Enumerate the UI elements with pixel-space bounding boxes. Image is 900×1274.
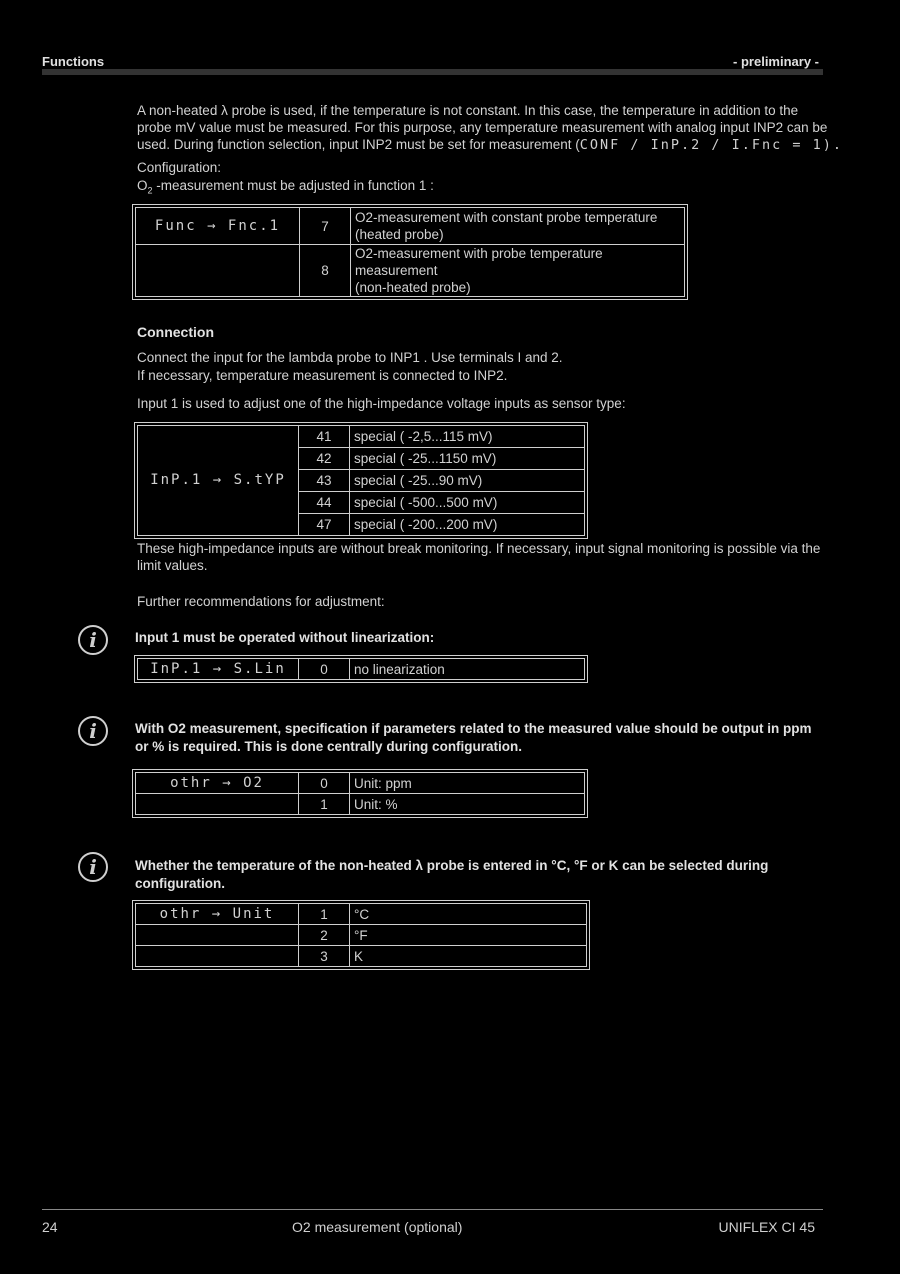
- note-temperature-line-2: configuration.: [135, 876, 225, 891]
- function-desc-8: O2-measurement with probe temperature measurement (non-heated probe): [351, 245, 685, 297]
- note-linearization: Input 1 must be operated without linearization:: [135, 630, 435, 645]
- sensor-type-desc: special ( -500...500 mV): [350, 492, 585, 514]
- function-table: [135, 207, 685, 297]
- linearization-code: InP.1 → S.Lin: [138, 659, 299, 680]
- o2-unit-num: 0: [299, 773, 350, 794]
- o2-prefix: O: [137, 178, 148, 193]
- temperature-unit-num: 3: [299, 946, 350, 967]
- intro-line-2: probe mV value must be measured. For this purpose, any temperature measurement with analog input INP2 can be: [137, 120, 828, 135]
- monitoring-line-2: limit values.: [137, 558, 208, 573]
- o2-subscript: 2: [147, 185, 153, 196]
- temperature-unit-desc: °F: [350, 925, 587, 946]
- function-num-8: 8: [300, 245, 351, 297]
- o2-unit-code: othr → O2: [136, 773, 299, 794]
- temperature-unit-num: 2: [299, 925, 350, 946]
- monitoring-line-1: These high-impedance inputs are without break monitoring. If necessary, input signal monitoring is possible via the: [137, 541, 821, 556]
- function-code: Func → Fnc.1: [136, 208, 300, 245]
- temperature-unit-code-empty: [136, 946, 299, 967]
- sensor-type-num: 43: [299, 470, 350, 492]
- note-temperature-line-1: Whether the temperature of the non-heated λ probe is entered in °C, °F or K can be selected during: [135, 858, 769, 873]
- intro-line-3-text: used. During function selection, input INP2 must be set for measurement (: [137, 137, 580, 152]
- sensor-type-num: 44: [299, 492, 350, 514]
- intro-o2-line: [137, 177, 434, 200]
- note-o2-line-1: With O2 measurement, specification if parameters related to the measured value should be output in ppm: [135, 721, 812, 736]
- sensor-type-num: 41: [299, 426, 350, 448]
- o2-unit-table: [135, 772, 585, 815]
- info-icon: i: [78, 852, 108, 882]
- sensor-type-num: 42: [299, 448, 350, 470]
- linearization-desc: no linearization: [350, 659, 585, 680]
- temperature-unit-num: 1: [299, 904, 350, 925]
- connection-line-3: Input 1 is used to adjust one of the high-impedance voltage inputs as sensor type:: [137, 396, 626, 411]
- footer-title: O2 measurement (optional): [292, 1219, 463, 1235]
- footer-product: UNIFLEX CI 45: [718, 1219, 815, 1235]
- intro-config-code: CONF / InP.2 / I.Fnc = 1).: [579, 137, 844, 153]
- function-num-7: 7: [300, 208, 351, 245]
- linearization-table: [137, 658, 585, 680]
- temperature-unit-table: [135, 903, 587, 967]
- o2-rest: -measurement must be adjusted in function 1 :: [152, 178, 434, 193]
- footer-divider: [42, 1209, 823, 1210]
- temperature-unit-code-empty: [136, 925, 299, 946]
- sensor-type-code: InP.1 → S.tYP: [138, 426, 299, 536]
- info-icon: i: [78, 625, 108, 655]
- function-desc-7: O2-measurement with constant probe temperature (heated probe): [351, 208, 685, 245]
- intro-line-1: A non-heated λ probe is used, if the temperature is not constant. In this case, the temperature in addition to the: [137, 103, 799, 118]
- connection-line-1: Connect the input for the lambda probe to INP1 . Use terminals I and 2.: [137, 350, 563, 365]
- o2-unit-desc: Unit: %: [350, 794, 585, 815]
- sensor-type-table: [137, 425, 585, 536]
- sensor-type-desc: special ( -2,5...115 mV): [350, 426, 585, 448]
- connection-heading: Connection: [137, 324, 214, 340]
- sensor-type-desc: special ( -25...1150 mV): [350, 448, 585, 470]
- sensor-type-num: 47: [299, 514, 350, 536]
- sensor-type-desc: special ( -200...200 mV): [350, 514, 585, 536]
- note-o2-line-2: or % is required. This is done centrally during configuration.: [135, 739, 523, 754]
- connection-line-2: If necessary, temperature measurement is connected to INP2.: [137, 368, 508, 383]
- header-status: - preliminary -: [733, 54, 819, 69]
- further-recommendations: Further recommendations for adjustment:: [137, 594, 385, 609]
- function-code-empty: [136, 245, 300, 297]
- sensor-type-desc: special ( -25...90 mV): [350, 470, 585, 492]
- temperature-unit-desc: K: [350, 946, 587, 967]
- intro-line-3: [137, 136, 843, 155]
- temperature-unit-desc: °C: [350, 904, 587, 925]
- linearization-num: 0: [299, 659, 350, 680]
- temperature-unit-code: othr → Unit: [136, 904, 299, 925]
- page-number: 24: [42, 1219, 58, 1235]
- o2-unit-num: 1: [299, 794, 350, 815]
- intro-config: Configuration:: [137, 160, 222, 175]
- info-icon: i: [78, 716, 108, 746]
- header-section: Functions: [42, 54, 105, 69]
- header-divider: [42, 69, 823, 75]
- o2-unit-code-empty: [136, 794, 299, 815]
- o2-unit-desc: Unit: ppm: [350, 773, 585, 794]
